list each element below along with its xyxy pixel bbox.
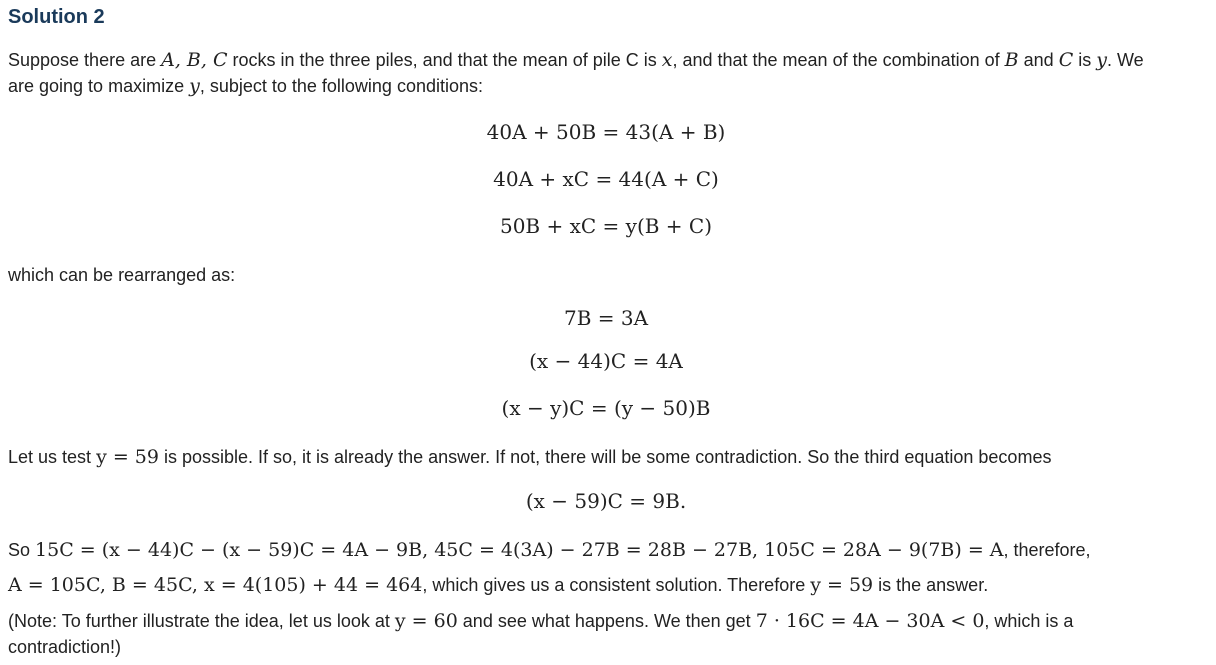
math-inline: y = 59 [810,574,874,596]
condition-equation-3: 50B + xC = y(B + C) [499,214,713,238]
note-text: and see what happens. We then get [457,611,756,631]
so-text: So [8,540,36,560]
intro-text: , and that the mean of the combination of [672,50,1005,70]
intro-text: . We [1106,50,1144,70]
intro-line-1 [8,47,1203,73]
condition-equation-2: 40A + xC = 44(A + C) [493,167,719,191]
so-text: , which gives us a consistent solution. Therefore [422,575,811,595]
test-paragraph [8,444,1203,470]
third-equation: (x − 59)C = 9B. [525,489,687,513]
math-inline: 7 · 16C = 4A − 30A < 0 [755,610,985,632]
note-text: , which is a [984,611,1074,631]
test-text: is possible. If so, it is already the answer. If not, there will be some contradiction. So the third equation becomes [158,447,1052,467]
intro-text: Suppose there are [8,50,162,70]
math-inline: y [1096,49,1107,71]
so-line-1 [8,537,1203,563]
condition-equation-1: 40A + 50B = 43(A + B) [486,120,726,144]
intro-text: is [1073,50,1097,70]
rearranged-equation-2: (x − 44)C = 4A [529,349,683,373]
rearranged-equation-1: 7B = 3A [563,306,649,330]
math-inline: y = 60 [394,610,458,632]
math-inline: x [661,49,673,71]
test-text: Let us test [8,447,97,467]
note-line-1 [8,608,1203,634]
note-text: (Note: To further illustrate the idea, let us look at [8,611,395,631]
math-inline: y = 59 [96,446,159,468]
so-paragraph [8,537,1203,598]
test-line [8,444,1203,470]
math-inline: A, B, C [161,49,228,71]
section-heading: Solution 2 [8,6,105,28]
rearranged-equation-3: (x − y)C = (y − 50)B [501,396,711,420]
intro-text: , subject to the following conditions: [199,76,483,96]
rearranged-label: which can be rearranged as: [8,265,236,285]
math-inline: y [189,75,200,97]
so-text: is the answer. [873,575,989,595]
so-text: , therefore, [1003,540,1091,560]
math-inline: C [1058,49,1074,71]
intro-line-2 [8,73,1203,99]
math-inline: 15C = (x − 44)C − (x − 59)C = 4A − 9B, 45C = 4(3A) − 27B = 28B − 27B, 105C = 28A − 9(7B) = A [35,539,1004,561]
intro-text: are going to maximize [8,76,190,96]
note-line-2: contradiction!) [8,637,122,657]
intro-text: rocks in the three piles, and that the mean of pile C is [227,50,662,70]
math-inline: B [1004,49,1019,71]
math-inline: A = 105C, B = 45C, x = 4(105) + 44 = 464 [8,574,423,596]
intro-text: and [1018,50,1059,70]
note-paragraph [8,608,1203,660]
intro-paragraph [8,47,1203,99]
so-line-2 [8,572,1203,598]
